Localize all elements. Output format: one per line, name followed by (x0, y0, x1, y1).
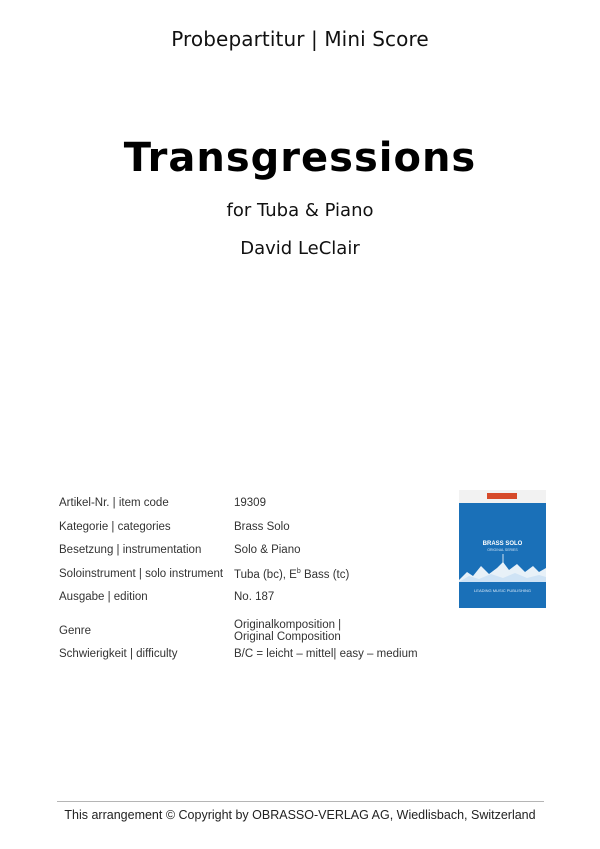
solo-instrument-value-post: Bass (tc) (300, 568, 350, 581)
info-row-difficulty (59, 648, 439, 668)
publisher-logo-icon (487, 493, 517, 499)
solo-instrument-value-pre: Tuba (bc), E (234, 568, 297, 581)
footer-copyright: This arrangement © Copyright by OBRASSO-VERLAG AG, Wiedlisbach, Switzerland (64, 808, 536, 822)
solo-instrument-label: Soloinstrument | solo instrument (59, 567, 224, 580)
difficulty-value: B/C = leicht – mittel| easy – medium (234, 647, 418, 660)
cover-subtitle: ORIGINAL SERIES (487, 548, 518, 552)
genre-value (234, 619, 439, 643)
info-row-categories (59, 521, 439, 545)
work-title: Transgressions (123, 135, 477, 181)
info-table (59, 497, 439, 668)
instrumentation-value: Solo & Piano (234, 544, 301, 557)
edition-value: No. 187 (234, 591, 275, 604)
info-row-instrumentation (59, 544, 439, 568)
info-row-item-code (59, 497, 439, 521)
footer-divider (57, 801, 544, 802)
categories-value: Brass Solo (234, 520, 290, 533)
item-code-label: Artikel-Nr. | item code (59, 497, 169, 509)
solo-instrument-value (234, 568, 439, 592)
info-row-genre (59, 615, 439, 648)
item-code-value: 19309 (234, 497, 266, 509)
genre-value-line2: Original Composition (234, 631, 341, 644)
cover-title: BRASS SOLO (482, 541, 523, 547)
genre-label: Genre (59, 625, 91, 638)
edition-label: Ausgabe | edition (59, 591, 148, 604)
info-row-solo-instrument (59, 568, 439, 592)
header-label: Probepartitur | Mini Score (171, 27, 429, 51)
info-row-edition (59, 591, 439, 615)
mountains-icon (459, 552, 546, 582)
work-subtitle: for Tuba & Piano (226, 200, 374, 221)
composer-name: David LeClair (240, 238, 360, 259)
genre-value-line1: Originalkomposition | (234, 619, 342, 632)
cover-publisher: LEADING MUSIC PUBLISHING (474, 588, 531, 593)
difficulty-label: Schwierigkeit | difficulty (59, 647, 178, 660)
flat-superscript: b (296, 567, 301, 575)
cover-thumbnail (459, 490, 546, 608)
categories-label: Kategorie | categories (59, 520, 171, 533)
instrumentation-label: Besetzung | instrumentation (59, 544, 202, 557)
